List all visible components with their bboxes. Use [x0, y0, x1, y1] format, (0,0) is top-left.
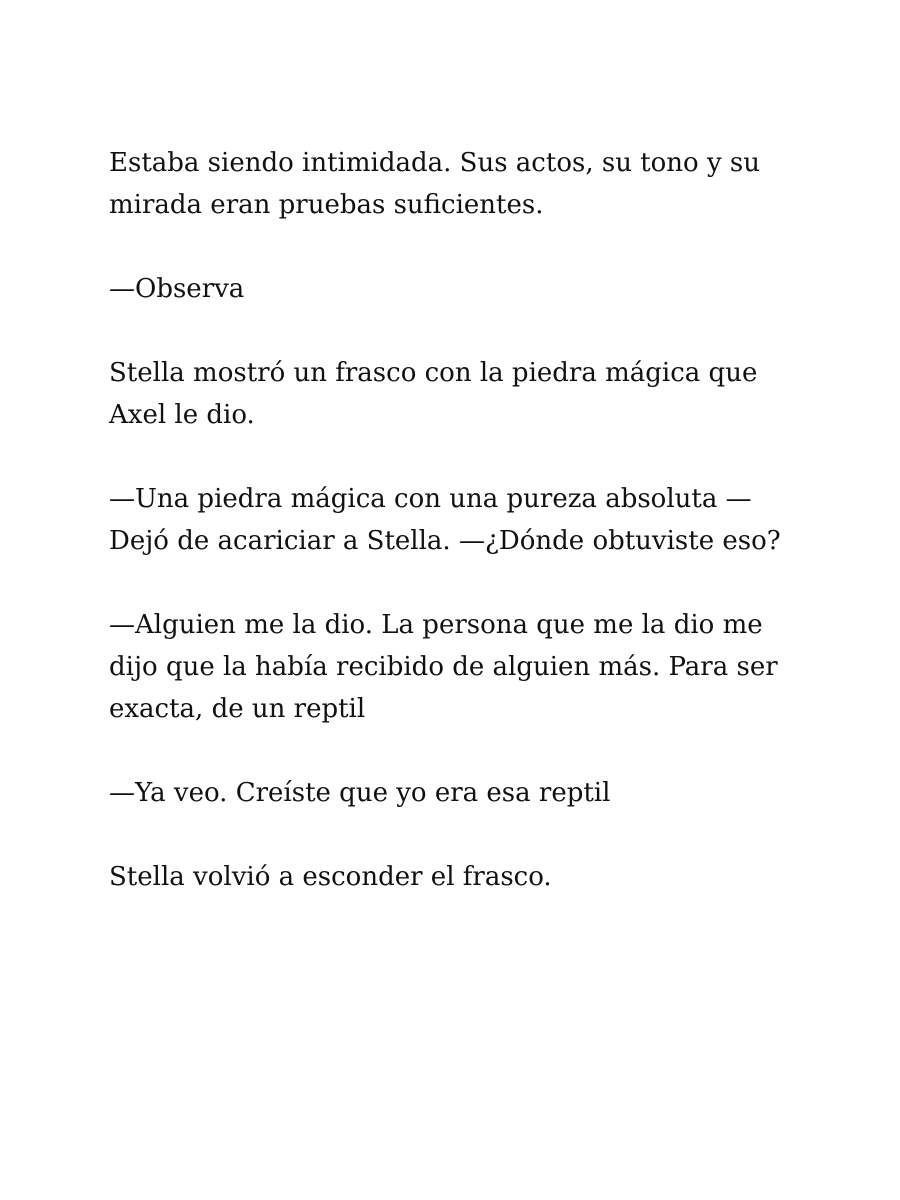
paragraph-stella-shows-jar: Stella mostró un frasco con la piedra mágica que Axel le dio.: [109, 358, 758, 430]
dialogue-observa: —Observa: [109, 274, 245, 304]
paragraph-stella-hides-jar: Stella volvió a esconder el frasco.: [109, 862, 552, 892]
story-text: [109, 142, 809, 898]
dialogue-ya-veo: —Ya veo. Creíste que yo era esa reptil: [109, 778, 611, 808]
dialogue-magic-stone: —Una piedra mágica con una pureza absoluta —Dejó de acariciar a Stella. —¿Dónde obtuviste eso?: [109, 484, 781, 556]
paragraph-intimidation: Estaba siendo intimidada. Sus actos, su tono y su mirada eran pruebas suficientes.: [109, 148, 761, 220]
dialogue-someone-gave-it: —Alguien me la dio. La persona que me la dio me dijo que la había recibido de alguien más. Para ser exacta, de un reptil: [109, 610, 778, 724]
